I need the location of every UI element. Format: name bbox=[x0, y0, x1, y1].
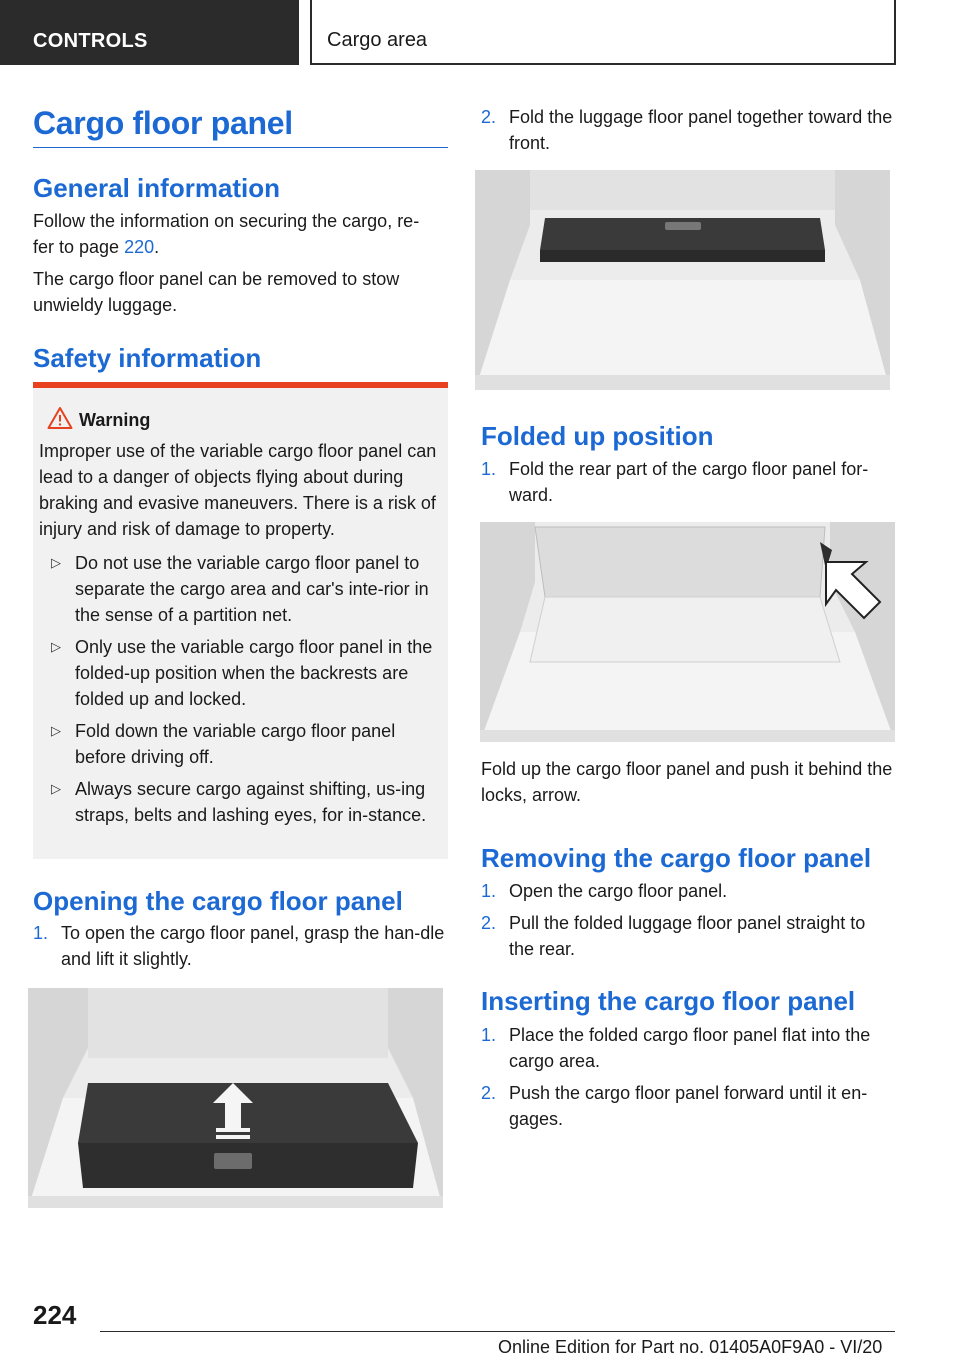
bullet-triangle-icon: ▷ bbox=[51, 555, 61, 570]
opening-steps-continued bbox=[481, 104, 893, 162]
title-rule bbox=[33, 147, 448, 148]
folded-heading: Folded up position bbox=[481, 421, 714, 451]
general-paragraph-2: The cargo floor panel can be removed to stow unwieldy luggage. bbox=[33, 269, 400, 315]
inserting-heading: Inserting the cargo floor panel bbox=[481, 986, 856, 1016]
bullet-triangle-icon: ▷ bbox=[51, 781, 61, 796]
section-label: CONTROLS bbox=[33, 30, 148, 52]
figure-cargo-open bbox=[28, 988, 443, 1208]
warning-bullet: ▷ Fold down the variable cargo floor panel before driving off. bbox=[39, 718, 449, 770]
page-title-block bbox=[33, 104, 448, 148]
safety-heading: Safety information bbox=[33, 343, 262, 373]
folded-caption-block bbox=[481, 756, 893, 808]
chapter-header bbox=[310, 0, 896, 65]
inserting-steps bbox=[481, 1022, 893, 1138]
step-item: 2. Pull the folded luggage floor panel straight to the rear. bbox=[481, 913, 866, 959]
warning-bullets bbox=[39, 550, 449, 834]
folded-caption: Fold up the cargo floor panel and push it behind the locks, arrow. bbox=[481, 759, 893, 805]
warning-bullet: ▷ Do not use the variable cargo floor panel to separate the cargo area and car's inte‐rior in the sense of a partition net. bbox=[39, 550, 449, 628]
bullet-triangle-icon: ▷ bbox=[51, 723, 61, 738]
step-item: 1. To open the cargo floor panel, grasp the han‐dle and lift it slightly. bbox=[33, 923, 445, 969]
figure-panel-folded-together bbox=[475, 170, 890, 390]
warning-text: Improper use of the variable cargo floor panel can lead to a danger of objects flying about during braking and evasive maneuvers. There is a risk of injury and risk of damage to property. bbox=[39, 441, 437, 539]
step-item: 1. Place the folded cargo floor panel flat into the cargo area. bbox=[481, 1025, 871, 1071]
warning-bar bbox=[33, 382, 448, 388]
footer-rule bbox=[100, 1331, 895, 1332]
step-item: 2. Push the cargo floor panel forward until it en‐gages. bbox=[481, 1083, 868, 1129]
warning-title: Warning bbox=[79, 410, 151, 430]
step-item: 2. Fold the luggage floor panel together toward the front. bbox=[481, 107, 893, 153]
page-ref-link[interactable]: 220 bbox=[124, 237, 155, 257]
figure-panel-folded-up bbox=[480, 522, 895, 742]
warning-bullet: ▷ Always secure cargo against shifting, us‐ing straps, belts and lashing eyes, for in‐stance. bbox=[39, 776, 449, 828]
section-tab bbox=[0, 0, 299, 65]
removing-heading: Removing the cargo floor panel bbox=[481, 843, 872, 873]
opening-heading: Opening the cargo floor panel bbox=[33, 886, 403, 916]
page-title: Cargo floor panel bbox=[33, 105, 293, 141]
step-item: 1. Fold the rear part of the cargo floor panel for‐ward. bbox=[481, 459, 869, 505]
warning-triangle-icon bbox=[47, 406, 73, 430]
edition-note: Online Edition for Part no. 01405A0F9A0 - VI/20 bbox=[498, 1337, 883, 1357]
page-number: 224 bbox=[33, 1300, 77, 1330]
general-heading: General information bbox=[33, 173, 281, 203]
opening-steps bbox=[33, 920, 448, 978]
removing-steps bbox=[481, 878, 893, 968]
warning-bullet: ▷ Only use the variable cargo floor panel in the folded-up position when the backrests are folded up and locked. bbox=[39, 634, 449, 712]
warning-box bbox=[33, 382, 448, 859]
general-paragraph-1: Follow the information on securing the cargo, re‐ fer to page 220. bbox=[33, 211, 420, 257]
general-info-text bbox=[33, 208, 448, 318]
chapter-label: Cargo area bbox=[327, 29, 428, 51]
step-item: 1. Open the cargo floor panel. bbox=[481, 881, 728, 901]
folded-steps bbox=[481, 456, 893, 514]
bullet-triangle-icon: ▷ bbox=[51, 639, 61, 654]
